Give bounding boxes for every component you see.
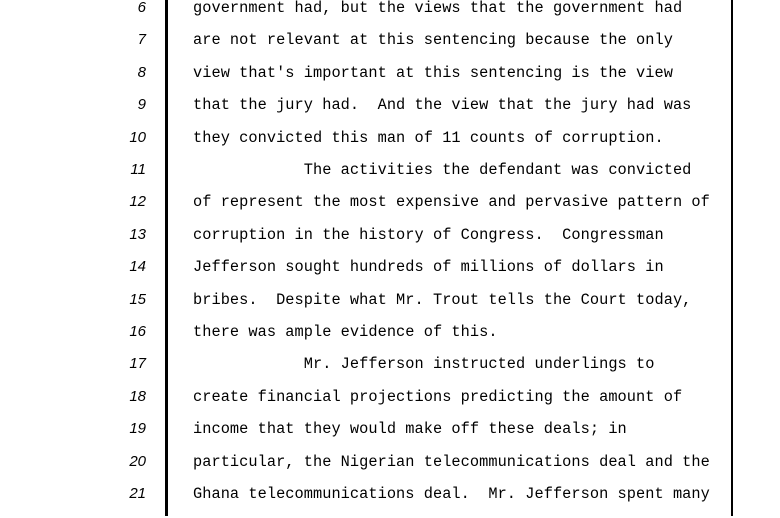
line-text: there was ample evidence of this. (193, 323, 498, 341)
transcript-line (0, 454, 780, 486)
transcript-line (0, 356, 780, 388)
line-number: 6 (137, 0, 146, 16)
line-number: 13 (129, 225, 146, 243)
line-text: The activities the defendant was convicted (193, 161, 692, 179)
line-number: 11 (130, 161, 146, 178)
line-number: 8 (137, 63, 146, 81)
line-number: 20 (129, 452, 146, 470)
line-text: corruption in the history of Congress. Congressman (193, 225, 664, 244)
line-text: of represent the most expensive and pervasive pattern of (193, 193, 710, 212)
transcript-line (0, 32, 780, 64)
line-text: Mr. Jefferson instructed underlings to (193, 355, 655, 374)
line-text: Ghana telecommunications deal. Mr. Jefferson spent many (193, 485, 710, 503)
line-text: Jefferson sought hundreds of millions of dollars in (193, 258, 664, 277)
line-text: government had, but the views that the government had (193, 0, 683, 17)
line-text: view that's important at this sentencing is the view (193, 63, 673, 82)
line-number: 19 (129, 420, 146, 438)
line-number: 10 (129, 128, 146, 146)
line-number: 21 (129, 485, 146, 502)
transcript-line (0, 194, 780, 226)
transcript-line (0, 97, 780, 129)
transcript-line (0, 227, 780, 259)
transcript-line (0, 389, 780, 421)
line-text: bribes. Despite what Mr. Trout tells the Court today, (193, 290, 692, 309)
line-text: particular, the Nigerian telecommunications deal and the (193, 452, 710, 471)
line-number: 16 (129, 323, 146, 340)
line-number: 15 (129, 290, 146, 308)
transcript-line (0, 65, 780, 97)
transcript-line (0, 292, 780, 324)
line-number: 18 (129, 387, 146, 405)
line-number: 14 (129, 258, 146, 276)
line-number: 17 (129, 355, 146, 373)
line-number: 12 (129, 193, 146, 211)
transcript-line (0, 130, 780, 162)
transcript-line (0, 486, 780, 518)
transcript-line (0, 0, 780, 32)
transcript-line (0, 421, 780, 453)
line-text: that the jury had. And the view that the jury had was (193, 96, 692, 115)
line-number: 9 (137, 96, 146, 114)
line-text: income that they would make off these deals; in (193, 420, 627, 439)
line-text: create financial projections predicting the amount of (193, 387, 683, 406)
line-text: are not relevant at this sentencing because the only (193, 31, 673, 50)
transcript-line (0, 162, 780, 194)
transcript-line (0, 324, 780, 356)
line-text: they convicted this man of 11 counts of corruption. (193, 128, 664, 147)
transcript-line (0, 259, 780, 291)
line-number: 7 (137, 31, 146, 49)
